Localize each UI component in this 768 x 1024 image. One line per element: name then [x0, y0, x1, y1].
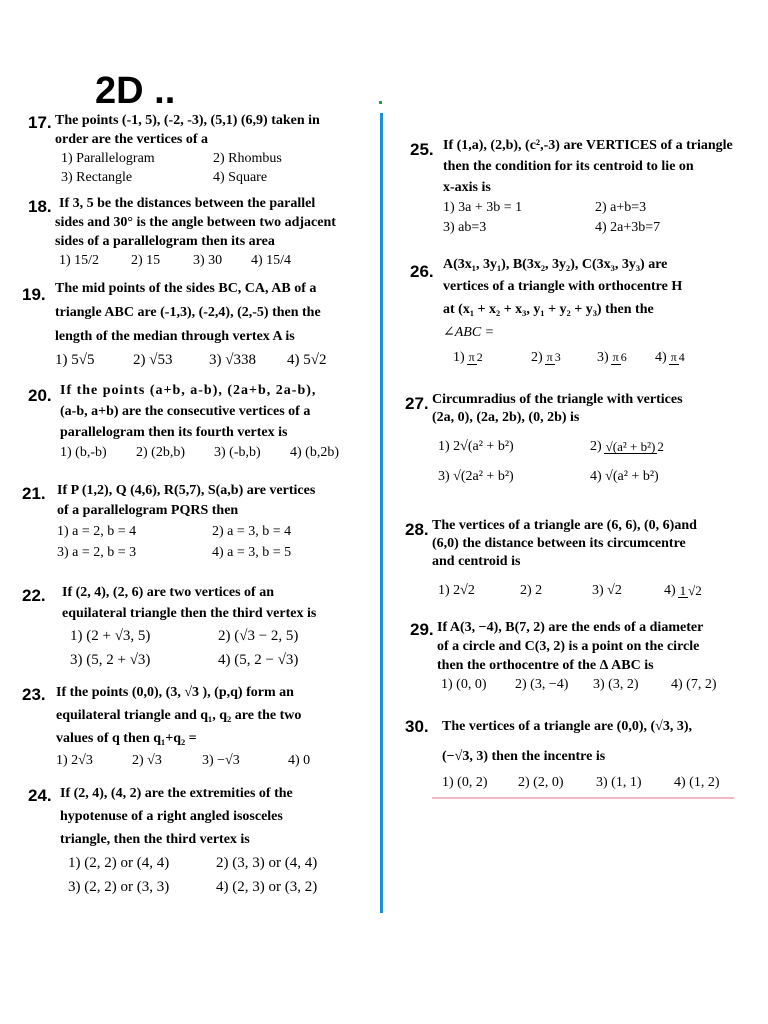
question-25 — [443, 135, 753, 238]
marker-dot — [379, 101, 382, 104]
q19-option-1: 1) 5√5 — [55, 352, 95, 368]
q18-stem-line2: sides and 30° is the angle between two adjacent — [55, 215, 336, 230]
q20-stem-line3: parallelogram then its fourth vertex is — [60, 425, 288, 440]
q27-stem-line2: (2a, 0), (2a, 2b), (0, 2b) is — [432, 410, 580, 425]
q28-option-2: 2) 2 — [520, 583, 543, 598]
q21-number: 21. — [22, 484, 46, 503]
q26-option-4-den: 4 — [678, 349, 685, 364]
q24-number: 24. — [28, 786, 52, 805]
q18-option-2: 2) 15 — [131, 253, 161, 268]
q24-stem-line1: If (2, 4), (4, 2) are the extremities of the — [60, 786, 293, 801]
q20-option-2: 2) (2b,b) — [136, 445, 185, 460]
q28-stem-line2: (6,0) the distance between its circumcentre — [432, 536, 686, 551]
q22-number: 22. — [22, 586, 46, 605]
q26-stem-line1: A(3x₁, 3y₁), B(3x₂, 3y₂), C(3x₃, 3y₃) are — [443, 257, 668, 272]
q23-stem-line3: values of q then q₁+q₂ = — [56, 731, 197, 746]
q25-stem-line2: then the condition for its centroid to lie on — [443, 159, 694, 174]
q23-number: 23. — [22, 685, 46, 704]
q18-stem-line1: If 3, 5 be the distances between the parallel — [59, 196, 316, 211]
q26-stem-line2: vertices of a triangle with orthocentre H — [443, 279, 683, 294]
q24-option-4: 4) (2, 3) or (3, 2) — [216, 879, 318, 895]
q29-stem-line1: If A(3, −4), B(7, 2) are the ends of a diameter — [437, 620, 704, 635]
q18-stem-line3: sides of a parallelogram then its area — [55, 234, 275, 249]
q28-option-4-num: 1 — [679, 582, 687, 598]
q26-option-4-num: π — [670, 349, 677, 364]
q17-stem-line2: order are the vertices of a — [55, 132, 209, 147]
q27-option-2-label: 2) — [590, 439, 602, 454]
q23-stem-line2: equilateral triangle and q₁, q₂ are the two — [56, 708, 302, 723]
q22-option-3: 3) (5, 2 + √3) — [70, 652, 151, 668]
q23-option-2: 2) √3 — [132, 753, 162, 768]
q28-stem-line3: and centroid is — [432, 554, 521, 569]
q24-option-3: 3) (2, 2) or (3, 3) — [68, 879, 170, 895]
q27-option-1: 1) 2√(a² + b²) — [438, 439, 514, 454]
q30-number: 30. — [405, 717, 429, 736]
q18-number: 18. — [28, 197, 52, 216]
q26-option-2-label: 2) — [531, 350, 543, 365]
q26-option-3-den: 6 — [620, 349, 627, 364]
q30-option-1: 1) (0, 2) — [442, 775, 488, 790]
q23-option-3: 3) −√3 — [202, 753, 240, 768]
q23-option-4: 4) 0 — [288, 753, 311, 768]
q19-stem-line3: length of the median through vertex A is — [55, 329, 295, 344]
q29-stem-line3: then the orthocentre of the Δ ABC is — [437, 658, 654, 673]
question-27 — [432, 391, 752, 489]
q24-option-1: 1) (2, 2) or (4, 4) — [68, 855, 170, 871]
answer-underline — [432, 797, 734, 799]
q22-option-2: 2) (√3 − 2, 5) — [218, 628, 299, 644]
q30-option-2: 2) (2, 0) — [518, 775, 564, 790]
q26-option-2-den: 3 — [554, 349, 561, 364]
q17-option-4: 4) Square — [213, 170, 268, 185]
q24-stem-line2: hypotenuse of a right angled isosceles — [60, 809, 283, 824]
question-17 — [55, 111, 375, 187]
q28-option-4-den: √2 — [688, 582, 702, 598]
q24-stem-line3: triangle, then the third vertex is — [60, 832, 250, 847]
q26-option-4-label: 4) — [655, 350, 667, 365]
q27-number: 27. — [405, 394, 429, 413]
q26-stem-line4: ∠ABC = — [443, 325, 495, 340]
q29-option-1: 1) (0, 0) — [441, 677, 487, 692]
q27-option-2-num: √(a² + b²) — [605, 438, 656, 454]
q17-option-1: 1) Parallelogram — [61, 151, 155, 166]
q22-option-4: 4) (5, 2 − √3) — [218, 652, 299, 668]
q24-option-2: 2) (3, 3) or (4, 4) — [216, 855, 318, 871]
q21-option-4: 4) a = 3, b = 5 — [212, 545, 292, 560]
q26-number: 26. — [410, 262, 434, 281]
q25-option-2: 2) a+b=3 — [595, 200, 647, 215]
q17-number: 17. — [28, 113, 52, 132]
q17-stem-line1: The points (-1, 5), (-2, -3), (5,1) (6,9) taken in — [55, 113, 320, 128]
q17-option-2: 2) Rhombus — [213, 151, 282, 166]
question-19 — [55, 277, 375, 371]
q23-stem-line1: If the points (0,0), (3, √3 ), (p,q) form an — [56, 685, 294, 700]
q27-stem-line1: Circumradius of the triangle with vertices — [432, 392, 683, 407]
q18-option-4: 4) 15/4 — [251, 253, 292, 268]
q30-stem-line1: The vertices of a triangle are (0,0), (√3, 3), — [442, 719, 693, 734]
q29-option-4: 4) (7, 2) — [671, 677, 717, 692]
q22-stem-line2: equilateral triangle then the third vertex is — [62, 606, 317, 621]
q23-option-1: 1) 2√3 — [56, 753, 93, 768]
q26-option-3-num: π — [612, 349, 619, 364]
q21-stem-line2: of a parallelogram PQRS then — [57, 503, 239, 518]
q17-option-3: 3) Rectangle — [61, 170, 133, 185]
q20-stem-line1: If the points (a+b, a-b), (2a+b, 2a-b), — [60, 383, 317, 398]
q18-option-1: 1) 15/2 — [59, 253, 100, 268]
q21-option-2: 2) a = 3, b = 4 — [212, 524, 292, 539]
q22-stem-line1: If (2, 4), (2, 6) are two vertices of an — [62, 585, 275, 600]
q19-option-3: 3) √338 — [209, 352, 256, 368]
q21-option-1: 1) a = 2, b = 4 — [57, 524, 137, 539]
q21-option-3: 3) a = 2, b = 3 — [57, 545, 137, 560]
q30-option-4: 4) (1, 2) — [674, 775, 720, 790]
q25-number: 25. — [410, 140, 434, 159]
q20-number: 20. — [28, 386, 52, 405]
q26-option-1-label: 1) — [453, 350, 465, 365]
q29-option-3: 3) (3, 2) — [593, 677, 639, 692]
question-21 — [57, 481, 372, 563]
q25-option-1: 1) 3a + 3b = 1 — [443, 200, 523, 215]
q20-option-4: 4) (b,2b) — [290, 445, 339, 460]
q28-option-3: 3) √2 — [592, 583, 622, 598]
q22-option-1: 1) (2 + √3, 5) — [70, 628, 151, 644]
question-20 — [60, 380, 370, 462]
question-26 — [443, 254, 753, 367]
q30-option-3: 3) (1, 1) — [596, 775, 642, 790]
q26-option-2-num: π — [546, 349, 553, 364]
question-28 — [432, 517, 752, 600]
q28-number: 28. — [405, 520, 429, 539]
q18-option-3: 3) 30 — [193, 253, 223, 268]
q20-stem-line2: (a-b, a+b) are the consecutive vertices of a — [60, 404, 311, 419]
question-18 — [55, 194, 375, 270]
q26-option-1-den: 2 — [476, 349, 483, 364]
q19-stem-line1: The mid points of the sides BC, CA, AB of a — [55, 281, 317, 296]
q25-stem-line3: x-axis is — [443, 180, 491, 195]
q27-option-3: 3) √(2a² + b²) — [438, 469, 514, 484]
q26-option-3-label: 3) — [597, 350, 609, 365]
q19-number: 19. — [22, 285, 46, 304]
q30-stem-line2: (−√3, 3) then the incentre is — [442, 749, 606, 764]
question-22 — [62, 582, 372, 672]
q27-option-4: 4) √(a² + b²) — [590, 469, 659, 484]
question-29 — [437, 618, 757, 694]
page-title: 2D .. — [95, 70, 176, 112]
q20-option-3: 3) (-b,b) — [214, 445, 261, 460]
q19-option-4: 4) 5√2 — [287, 352, 327, 368]
column-divider — [380, 113, 383, 913]
q26-option-1-num: π — [468, 349, 475, 364]
q21-stem-line1: If P (1,2), Q (4,6), R(5,7), S(a,b) are vertices — [57, 483, 316, 498]
q25-option-3: 3) ab=3 — [443, 220, 487, 235]
q29-number: 29. — [410, 620, 434, 639]
q29-option-2: 2) (3, −4) — [515, 677, 569, 692]
question-30 — [442, 712, 762, 794]
q20-option-1: 1) (b,-b) — [60, 445, 107, 460]
q28-stem-line1: The vertices of a triangle are (6, 6), (0, 6)and — [432, 518, 697, 533]
question-24 — [60, 782, 372, 899]
q19-stem-line2: triangle ABC are (-1,3), (-2,4), (2,-5) then the — [55, 305, 321, 320]
q29-stem-line2: of a circle and C(3, 2) is a point on the circle — [437, 639, 700, 654]
question-23 — [56, 681, 371, 772]
q27-option-2-den: 2 — [657, 438, 664, 454]
q25-stem-line1: If (1,a), (2,b), (c²,-3) are VERTICES of a triangle — [443, 138, 733, 153]
q26-stem-line3: at (x₁ + x₂ + x₃, y₁ + y₂ + y₃) then the — [443, 302, 654, 317]
q28-option-4-label: 4) — [664, 583, 676, 598]
q19-option-2: 2) √53 — [133, 352, 173, 368]
q28-option-1: 1) 2√2 — [438, 583, 475, 598]
q25-option-4: 4) 2a+3b=7 — [595, 220, 661, 235]
